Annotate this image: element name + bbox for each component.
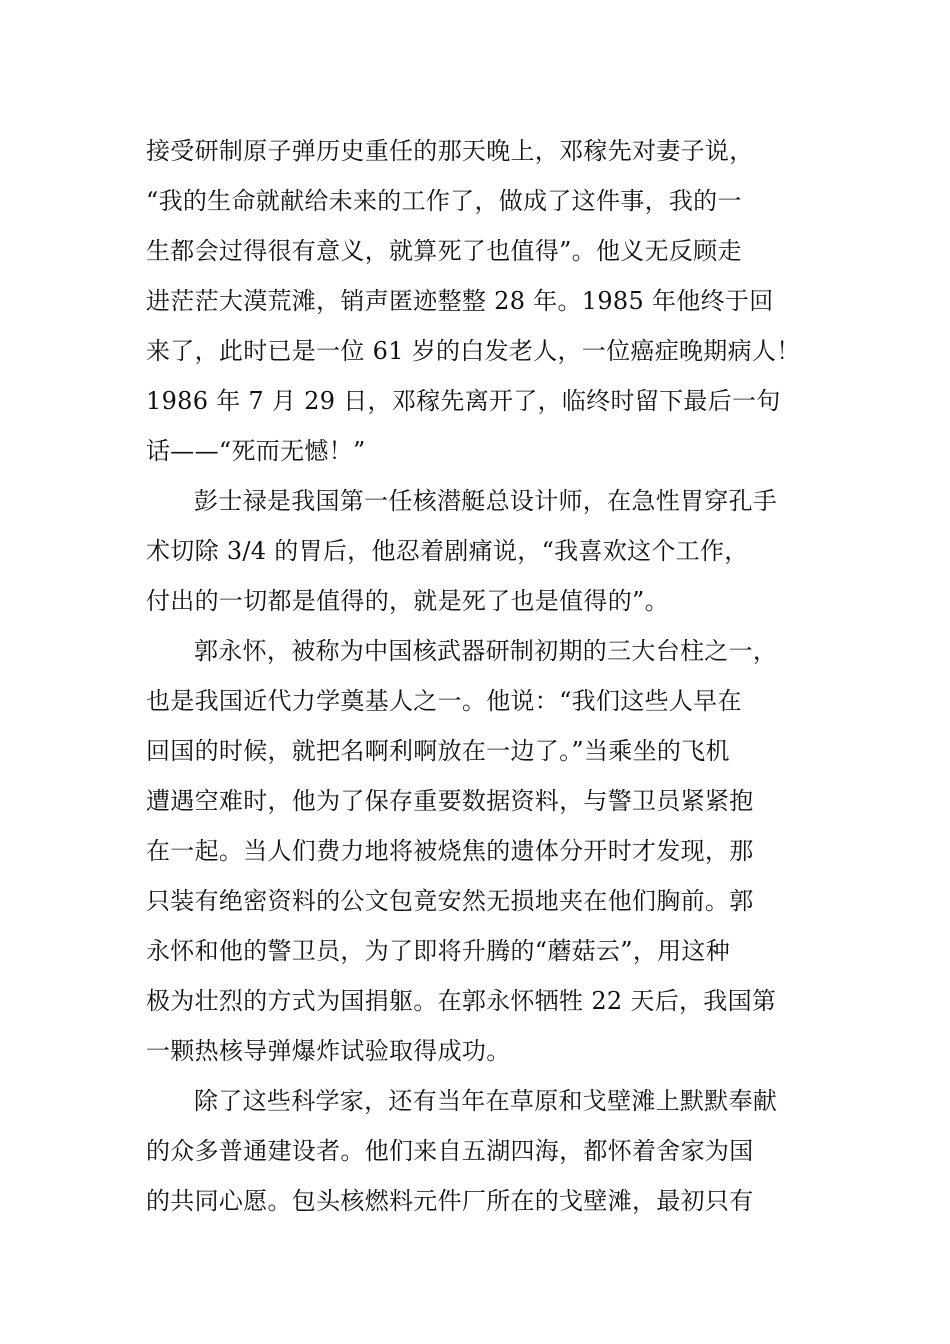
text-line-22: 的共同心愿。包头核燃料元件厂所在的戈壁滩，最初只有 [146,1187,754,1215]
text-line-11: 郭永怀，被称为中国核武器研制初期的三大台柱之一， [194,637,778,665]
text-line-3: 生都会过得很有意义，就算死了也值得”。他义无反顾走 [146,237,742,265]
text-line-8: 彭士禄是我国第一任核潜艇总设计师，在急性胃穿孔手 [194,487,778,515]
text-line-17: 永怀和他的警卫员，为了即将升腾的“蘑菇云”，用这种 [146,937,731,965]
text-line-21: 的众多普通建设者。他们来自五湖四海，都怀着舍家为国 [146,1137,754,1165]
text-line-1: 接受研制原子弹历史重任的那天晚上，邓稼先对妻子说， [146,137,754,165]
text-line-12: 也是我国近代力学奠基人之一。他说：“我们这些人早在 [146,687,742,715]
text-line-19: 一颗热核导弹爆炸试验取得成功。 [146,1037,511,1065]
text-line-13: 回国的时候，就把名啊利啊放在一边了。”当乘坐的飞机 [146,737,730,765]
text-line-7: 话——“死而无憾！” [146,437,366,465]
text-line-18: 极为壮烈的方式为国捐躯。在郭永怀牺牲 22 天后，我国第 [146,987,777,1015]
text-line-9: 术切除 3/4 的胃后，他忍着剧痛说，“我喜欢这个工作， [146,537,749,565]
text-line-2: “我的生命就献给未来的工作了，做成了这件事，我的一 [146,187,742,215]
text-line-4: 进茫茫大漠荒滩，销声匿迹整整 28 年。1985 年他终于回 [146,287,774,315]
text-line-5: 来了，此时已是一位 61 岁的白发老人，一位癌症晚期病人！ [146,337,801,365]
text-line-20: 除了这些科学家，还有当年在草原和戈壁滩上默默奉献 [194,1087,778,1115]
text-line-14: 遭遇空难时，他为了保存重要数据资料，与警卫员紧紧抱 [146,787,754,815]
text-line-16: 只装有绝密资料的公文包竟安然无损地夹在他们胸前。郭 [146,887,754,915]
text-line-6: 1986 年 7 月 29 日，邓稼先离开了，临终时留下最后一句 [146,387,781,415]
text-line-10: 付出的一切都是值得的，就是死了也是值得的”。 [146,587,669,615]
text-line-15: 在一起。当人们费力地将被烧焦的遗体分开时才发现，那 [146,837,754,865]
